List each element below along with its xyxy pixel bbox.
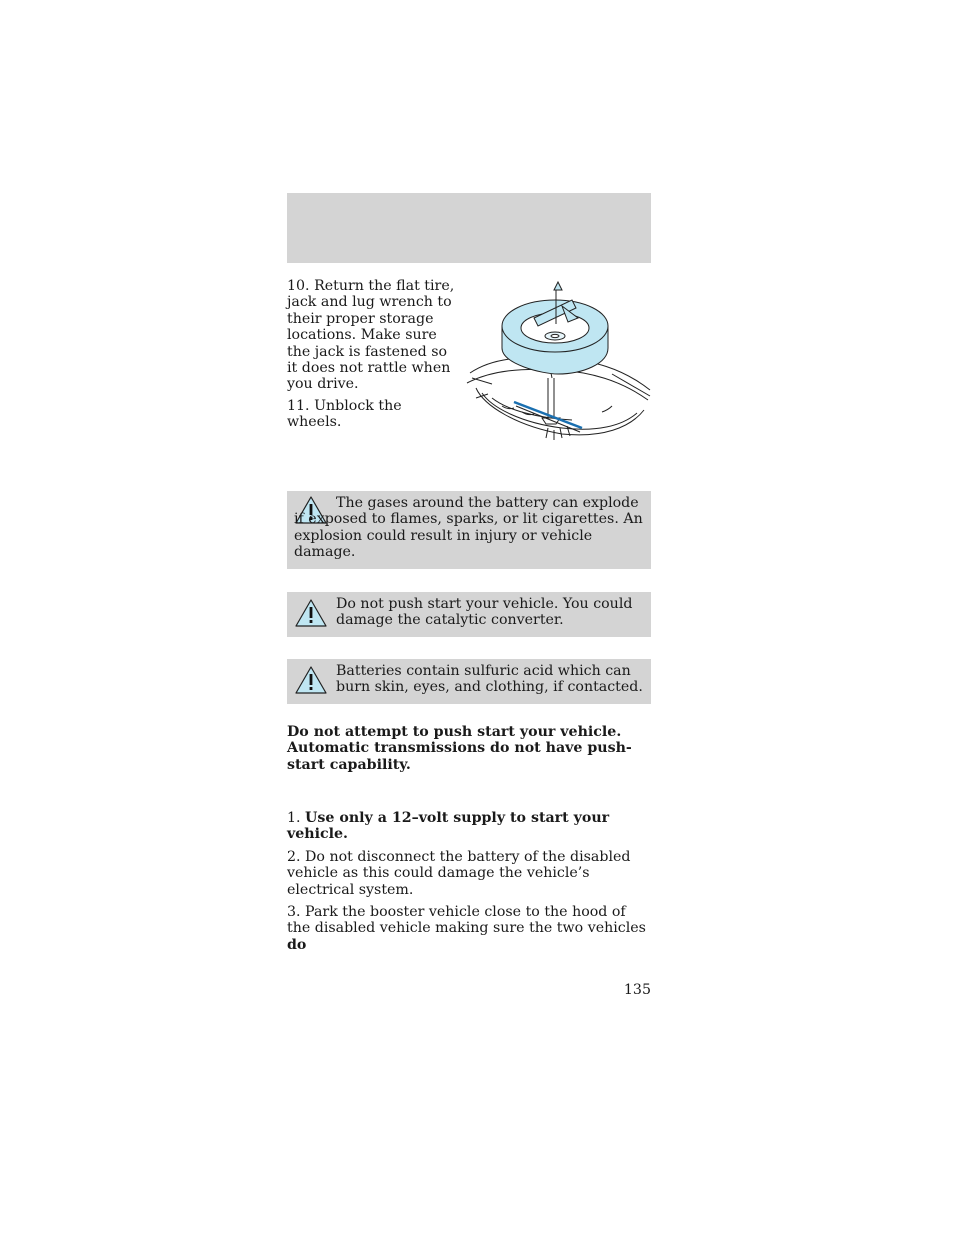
page-number: 135 [623, 982, 651, 998]
jump-step-1 [287, 810, 651, 843]
step-10-text: 10. Return the flat tire, jack and lug wrench to their proper storage locations. Make sure the jack is fastened so it does not rattle when you drive. [287, 278, 455, 393]
jump-step-3 [287, 904, 651, 953]
jump-step-2: 2. Do not disconnect the battery of the disabled vehicle as this could damage the vehicle’s electrical system. [287, 849, 631, 898]
warning-triangle-icon [294, 598, 328, 628]
warning-triangle-icon [294, 665, 328, 695]
push-start-note: Do not attempt to push start your vehicle. Automatic transmissions do not have push-start capability. [287, 724, 632, 773]
warning-text: Do not push start your vehicle. You could damage the catalytic converter. [336, 596, 633, 629]
step-number: 1. [287, 810, 306, 826]
warning-sulfuric-acid [287, 659, 651, 704]
step-3-text: 3. Park the booster vehicle close to the hood of the disabled vehicle making sure the two vehicles [287, 904, 646, 937]
warning-text: The gases around the battery can explode if exposed to flames, sparks, or lit cigarettes. An explosion could result in injury or vehicle damage. [294, 495, 643, 561]
section-header-band [287, 193, 651, 263]
warning-text: Batteries contain sulfuric acid which can burn skin, eyes, and clothing, if contacted. [336, 663, 643, 696]
warning-battery-gases [287, 491, 651, 569]
spare-tire-stowage-illustration [462, 278, 654, 448]
warning-push-start [287, 592, 651, 637]
step-3-bold-text: do [287, 936, 307, 953]
step-1-bold-text: Use only a 12–volt supply to start your vehicle. [287, 810, 610, 843]
step-11-text: 11. Unblock the wheels. [287, 398, 402, 431]
